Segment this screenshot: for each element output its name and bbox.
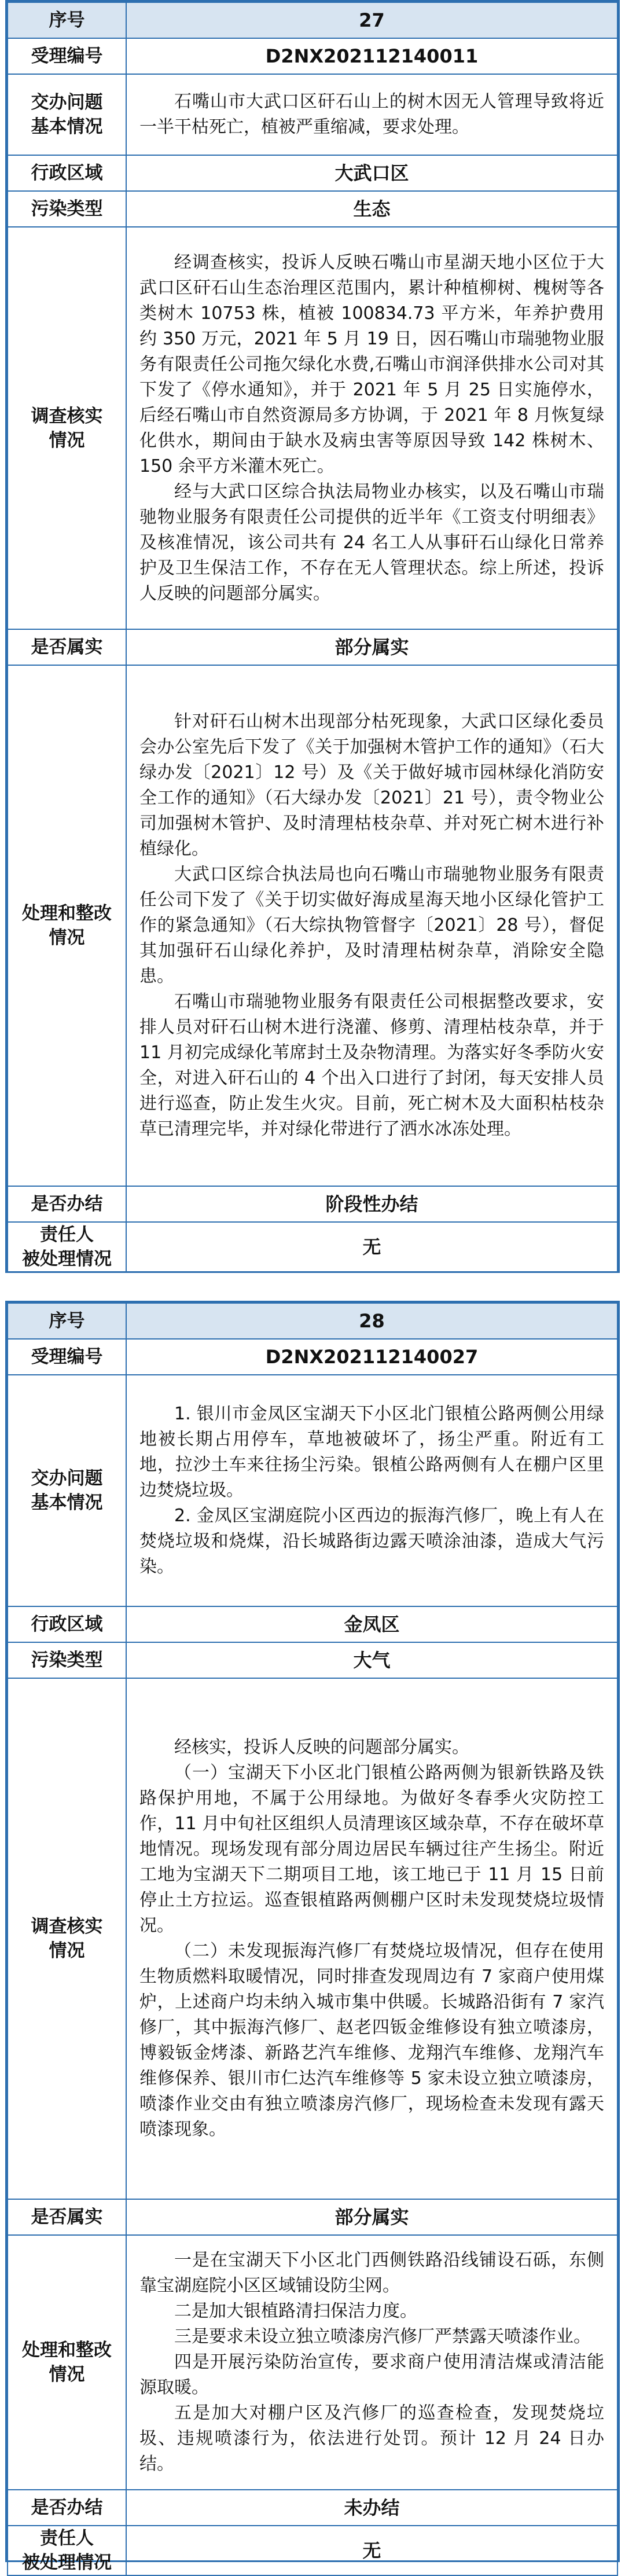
problem-text — [126, 1375, 617, 1606]
record-table — [7, 1302, 618, 2576]
investigation-paragraph: 经与大武口区综合执法局物业办核实，以及石嘴山市瑞驰物业服务有限责任公司提供的近半年《工资支付明细表》及核准情况，该公司共有 24 名工人从事矸石山绿化日常养护及卫生保洁工作，不存在无人管理状态。综上所述，投诉人反映的问题部分属实。 — [139, 481, 604, 604]
record-table — [7, 2, 618, 1272]
is-true-label: 是否属实 — [8, 629, 126, 665]
rectification-text — [126, 2235, 617, 2490]
rectification-paragraph: 四是开展污染防治宣传，要求商户使用清洁煤或清洁能源取暖。 — [139, 2352, 604, 2398]
accountable-value: 无 — [126, 1222, 617, 1272]
rectification-paragraph: 石嘴山市瑞驰物业服务有限责任公司根据整改要求，安排人员对矸石山树木进行浇灌、修剪、清理枯枝杂草，并于 11 月初完成绿化苇席封土及杂物清理。为落实好冬季防火安全，对进入矸石山的 4 个出入口进行了封闭，每天安排人员进行巡查，防止发生火灾。目前，死亡树木及大面积枯枝杂草已清理完毕，并对绿化带进行了洒水冰冻处理。 — [139, 992, 604, 1139]
accountable-value: 无 — [126, 2526, 617, 2575]
investigation-paragraph: （二）未发现振海汽修厂有焚烧垃圾情况，但存在使用生物质燃料取暖情况，同时排查发现周边有 7 家商户使用煤炉，上述商户均未纳入城市集中供暖。长城路沿街有 7 家汽修厂，其中振海汽修厂、赵老四钣金维修设有独立喷漆房，博毅钣金烤漆、新路艺汽车维修、龙翔汽车维修、龙翔汽车维修保养、银川市仁达汽车维修等 5 家未设立独立喷漆房，喷漆作业交由有独立喷漆房汽修厂，现场检查未发现有露天喷漆现象。 — [139, 1941, 604, 2140]
rectification-label: 处理和整改 情况 — [8, 2235, 126, 2490]
problem-text — [126, 74, 617, 155]
completed-value: 阶段性办结 — [126, 1186, 617, 1222]
pollution-type-label: 污染类型 — [8, 191, 126, 227]
region-label: 行政区域 — [8, 1606, 126, 1642]
rectification-paragraph: 大武口区综合执法局也向石嘴山市瑞驰物业服务有限责任公司下发了《关于切实做好海成星海天地小区绿化管护工作的紧急通知》（石大综执物管督字〔2021〕28 号），督促其加强矸石山绿化养护，及时清理枯树杂草，消除安全隐患。 — [139, 864, 604, 986]
investigation-text — [126, 227, 617, 629]
problem-paragraph: 石嘴山市大武口区矸石山上的树木因无人管理导致将近一半干枯死亡，植被严重缩减，要求处理。 — [139, 91, 604, 137]
completed-value: 未办结 — [126, 2490, 617, 2526]
problem-paragraph: 1. 银川市金凤区宝湖天下小区北门银植公路两侧公用绿地被长期占用停车，草地被破坏了，扬尘严重。附近有工地，拉沙土车来往扬尘污染。银植公路两侧有人在棚户区里边焚烧垃圾。 — [139, 1404, 604, 1500]
acceptance-no-label: 受理编号 — [8, 1339, 126, 1375]
region-label: 行政区域 — [8, 155, 126, 191]
rectification-paragraph: 二是加大银植路清扫保洁力度。 — [174, 2301, 417, 2321]
region-value: 大武口区 — [126, 155, 617, 191]
acceptance-no-value: D2NX202112140011 — [126, 38, 617, 74]
accountable-label: 责任人 被处理情况 — [8, 1222, 126, 1272]
rectification-paragraph: 针对矸石山树木出现部分枯死现象，大武口区绿化委员会办公室先后下发了《关于加强树木管护工作的通知》（石大绿办发〔2021〕12 号）及《关于做好城市园林绿化消防安全工作的通知》（石大绿办发〔2021〕21 号），责令物业公司加强树木管护、及时清理枯枝杂草、并对死亡树木进行补植绿化。 — [139, 711, 604, 859]
completed-label: 是否办结 — [8, 1186, 126, 1222]
record-27 — [5, 0, 620, 1273]
is-true-value: 部分属实 — [126, 629, 617, 665]
investigation-label: 调查核实 情况 — [8, 227, 126, 629]
investigation-paragraph: 经调查核实，投诉人反映石嘴山市星湖天地小区位于大武口区矸石山生态治理区范围内，累计种植柳树、槐树等各类树木 10753 株，植被 100834.73 平方米，年养护费用约 350 万元，2021 年 5 月 19 日，因石嘴山市瑞驰物业服务有限责任公司拖欠绿化水费,石嘴山市润泽供排水公司对其下发了《停水通知》，并于 2021 年 5 月 25 日实施停水，后经石嘴山市自然资源局多方协调，于 2021 年 8 月恢复绿化供水，期间由于缺水及病虫害等原因导致 142 株树木、150 余平方米灌木死亡。 — [139, 252, 604, 476]
is-true-label: 是否属实 — [8, 2199, 126, 2235]
problem-label: 交办问题 基本情况 — [8, 74, 126, 155]
acceptance-no-label: 受理编号 — [8, 38, 126, 74]
problem-paragraph: 2. 金凤区宝湖庭院小区西边的振海汽修厂，晚上有人在焚烧垃圾和烧煤，沿长城路街边露天喷涂油漆，造成大气污染。 — [139, 1506, 604, 1577]
investigation-text — [126, 1678, 617, 2199]
is-true-value: 部分属实 — [126, 2199, 617, 2235]
pollution-type-value: 大气 — [126, 1642, 617, 1678]
problem-label: 交办问题 基本情况 — [8, 1375, 126, 1606]
serial-label: 序号 — [8, 1303, 126, 1339]
investigation-label: 调查核实 情况 — [8, 1678, 126, 2199]
serial-label: 序号 — [8, 2, 126, 38]
pollution-type-value: 生态 — [126, 191, 617, 227]
rectification-paragraph: 五是加大对棚户区及汽修厂的巡查检查，发现焚烧垃圾、违规喷漆行为，依法进行处罚。预计 12 月 24 日办结。 — [139, 2403, 604, 2474]
rectification-paragraph: 三是要求未设立独立喷漆房汽修厂严禁露天喷漆作业。 — [174, 2327, 591, 2347]
region-value: 金凤区 — [126, 1606, 617, 1642]
record-28 — [5, 1301, 620, 2573]
rectification-text — [126, 665, 617, 1186]
pollution-type-label: 污染类型 — [8, 1642, 126, 1678]
rectification-paragraph: 一是在宝湖天下小区北门西侧铁路沿线铺设石砾，东侧靠宝湖庭院小区区域铺设防尘网。 — [139, 2250, 604, 2296]
rectification-label: 处理和整改 情况 — [8, 665, 126, 1186]
accountable-label: 责任人 被处理情况 — [8, 2526, 126, 2575]
completed-label: 是否办结 — [8, 2490, 126, 2526]
acceptance-no-value: D2NX202112140027 — [126, 1339, 617, 1375]
serial-value: 27 — [126, 2, 617, 38]
investigation-paragraph: 经核实，投诉人反映的问题部分属实。 — [174, 1737, 469, 1757]
investigation-paragraph: （一）宝湖天下小区北门银植公路两侧为银新铁路及铁路保护用地，不属于公用绿地。为做好冬春季火灾防控工作，11 月中旬社区组织人员清理该区域杂草，不存在破坏草地情况。现场发现有部分周边居民车辆过往产生扬尘。附近工地为宝湖天下二期项目工地，该工地已于 11 月 15 日前停止土方拉运。巡查银植路两侧棚户区时未发现焚烧垃圾情况。 — [139, 1763, 604, 1936]
serial-value: 28 — [126, 1303, 617, 1339]
